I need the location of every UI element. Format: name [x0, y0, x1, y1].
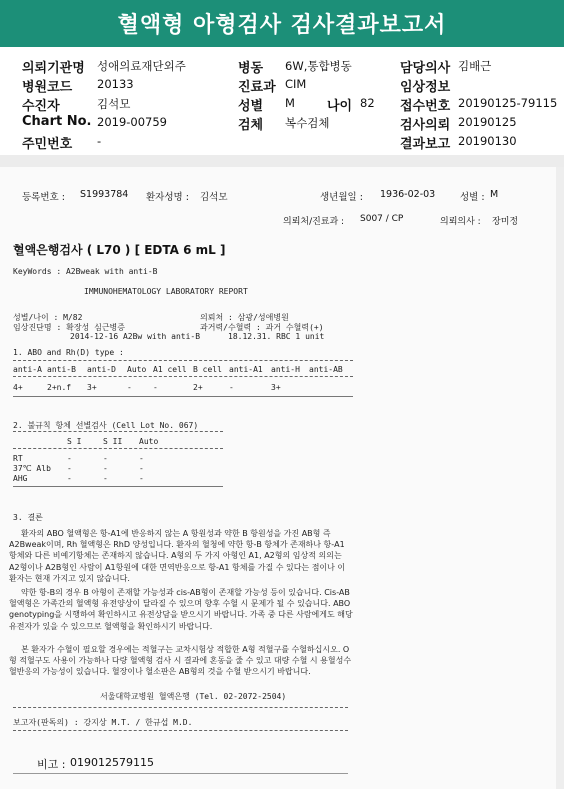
- patient-name-label: 환자성명 :: [146, 192, 189, 203]
- abo-header: anti-B: [47, 365, 76, 374]
- age-value: 82: [360, 96, 375, 110]
- irr-header-row: [13, 437, 175, 446]
- history-date-line: 2014-12-16 A2Bw with anti-B: [70, 332, 201, 341]
- exam-title: 혈액은행검사 ( L70 ) [ EDTA 6 mL ]: [13, 243, 226, 257]
- abo-value: 2+n.f: [47, 383, 72, 392]
- abo-header: A1 cell: [153, 365, 187, 374]
- irr-cell: -: [139, 454, 144, 463]
- irr-cell: -: [103, 474, 108, 483]
- abo-value: [309, 383, 349, 392]
- abo-header: anti-AB: [309, 365, 343, 374]
- patient-label: 수진자: [22, 99, 60, 114]
- abo-value: -: [153, 383, 158, 392]
- keywords: KeyWords : A2Bweak with anti-B: [13, 267, 158, 276]
- reg-no-value: S1993784: [80, 189, 129, 200]
- scan-sex-label: 성별 :: [460, 192, 485, 203]
- divider: [13, 707, 348, 708]
- abo-value: 2+: [193, 383, 203, 392]
- scan-sex-value: M: [490, 189, 499, 200]
- abo-section-title: 1. ABO and Rh(D) type :: [13, 348, 124, 357]
- reporter-line: 보고자(판독의) : 강지상 M.T. / 한규섭 M.D.: [13, 718, 193, 727]
- irr-cell: -: [67, 474, 72, 483]
- irr-row-label: AHG: [13, 474, 28, 483]
- referral-dept-label: 의뢰처/진료과 :: [283, 217, 345, 227]
- irr-header: S I: [67, 437, 82, 446]
- irr-cell: -: [67, 464, 72, 473]
- divider: [13, 431, 223, 432]
- patient-value: 김석모: [97, 97, 131, 111]
- chart-no-value: 2019-00759: [97, 115, 167, 129]
- specimen-label: 검체: [238, 118, 264, 133]
- irr-cell: -: [103, 454, 108, 463]
- divider: [13, 730, 348, 731]
- diagnosis-line: 임상진단명 : 확장성 심근병증: [13, 323, 126, 332]
- irr-row: [13, 454, 175, 463]
- irr-row: [13, 464, 175, 473]
- birth-date-value: 1936-02-03: [380, 189, 436, 200]
- history-line: 과거력/수혈력 : 과거 수혈력(+): [200, 323, 324, 332]
- conclusion-paragraph-1: 환자의 ABO 혈액형은 항-A1에 반응하지 않는 A 항원성과 약한 B 항원성을 가진 AB형 즉 A2Bweak이며, Rh 혈액형은 RhD 양성입니다. 환자의 혈청에 약한 항-B 항체가 존재하나 항-A1 항체와 다른 비예기항체는 존재하지 않습니다. A형의 두 가지 아형인 A1, A2형의 임상적 의의는 A2형이나 A2B형인 사람이 A1항원에 대한 면역반응으로 항-A1 항체를 가질 수 있다는 점이나 이 환자는 현재 가지고 있지 않습니다.: [9, 529, 346, 583]
- reg-no-label: 등록번호 :: [22, 192, 65, 203]
- hospital-code-value: 20133: [97, 77, 134, 91]
- divider: [13, 360, 353, 361]
- conclusion-paragraph-3: 본 환자가 수혈이 필요할 경우에는 적혈구는 교차시험상 적합한 A형 적혈구를 수혈하십시오. O형 적혈구도 사용이 가능하나 다량 혈액형 검사 시 결과에 혼동을 줄 수 있고 대량 수혈 시 용혈성수혈반응의 가능성이 있습니다. 혈장이나 혈소판은 AB형의 것을 수혈 받으시기 바랍니다.: [9, 645, 352, 677]
- divider: [13, 376, 353, 377]
- report-date-label: 결과보고: [400, 137, 451, 152]
- irr-cell: -: [139, 464, 144, 473]
- report-header: [0, 53, 564, 152]
- institution-label: 의뢰기관명: [22, 61, 85, 76]
- remark-value: 019012579115: [70, 756, 154, 769]
- report-title: 혈액형 아형검사 검사결과보고서: [0, 0, 564, 47]
- referral-dept-value: S007 / CP: [360, 214, 404, 224]
- chart-no-label: Chart No.: [22, 114, 92, 129]
- request-date-value: 20190125: [458, 115, 517, 129]
- sex-value: M: [285, 96, 295, 110]
- ward-label: 병동: [238, 61, 264, 76]
- scan-edge-shadow: [556, 167, 564, 789]
- resident-no-label: 주민번호: [22, 137, 73, 152]
- irr-cell: -: [67, 454, 72, 463]
- abo-value: 4+: [13, 383, 23, 392]
- report-date-value: 20190130: [458, 134, 517, 148]
- abo-value: 3+: [87, 383, 97, 392]
- divider: [13, 486, 223, 487]
- irr-row-label: 37℃ Alb: [13, 464, 51, 473]
- doctor-label: 담당의사: [400, 61, 451, 76]
- divider: [13, 773, 348, 774]
- abo-value: 3+: [271, 383, 281, 392]
- sex-age-line: 성별/나이 : M/82: [13, 313, 83, 322]
- institution-value: 성애의료재단외주: [97, 59, 186, 73]
- irr-row-label: RT: [13, 454, 23, 463]
- transfusion-line: 18.12.31. RBC 1 unit: [228, 332, 325, 341]
- abo-header: anti-D: [87, 365, 116, 374]
- irr-header: S II: [103, 437, 123, 446]
- irr-header-blank: [13, 437, 67, 446]
- receipt-no-label: 접수번호: [400, 99, 451, 114]
- receipt-no-value: 20190125-79115: [458, 96, 558, 110]
- irr-row: [13, 474, 175, 483]
- sex-label: 성별: [238, 99, 264, 114]
- abo-header: Auto: [127, 365, 147, 374]
- divider: [13, 396, 353, 397]
- irregular-antibody-title: 2. 불규칙 항체 선별검사 (Cell Lot No. 067): [13, 421, 199, 430]
- abo-header: B cell: [193, 365, 222, 374]
- clinical-info-label: 임상정보: [400, 80, 451, 95]
- conclusion-paragraph-2: 약한 항-B의 경우 B 아형이 존재할 가능성과 cis-AB형이 존재할 가능성 등이 있습니다. Cis-AB 혈액형은 가족간의 혈액형 유전양상이 달라질 수 있으며 향후 수혈 시 문제가 될 수 있습니다. ABO genotyping을 시행하여 확인하시고 유전상담을 받으시기 바랍니다. 가족 중 다른 사람에게도 해당 유전자가 있을 수 있으므로 혈액형을 확인하시기 바랍니다.: [9, 588, 353, 631]
- request-date-label: 검사의뢰: [400, 118, 451, 133]
- irr-header: Auto: [139, 437, 159, 446]
- referer-line: 의뢰처 : 삼광/성애병원: [200, 313, 289, 322]
- lab-report-heading: IMMUNOHEMATOLOGY LABORATORY REPORT: [84, 287, 248, 296]
- referral-doctor-value: 장미정: [492, 217, 519, 227]
- abo-header: anti-A: [13, 365, 42, 374]
- abo-value: -: [127, 383, 132, 392]
- divider: [13, 448, 223, 449]
- birth-date-label: 생년월일 :: [320, 192, 363, 203]
- irr-cell: -: [103, 464, 108, 473]
- referral-doctor-label: 의뢰의사 :: [440, 217, 481, 227]
- patient-name-value: 김석모: [200, 192, 228, 203]
- conclusion-title: 3. 결론: [13, 513, 43, 522]
- age-label: 나이: [327, 99, 353, 114]
- abo-header: anti-H: [271, 365, 300, 374]
- section-divider: [0, 155, 564, 167]
- hospital-contact: 서울대학교병원 혈액은행 (Tel. 02-2072-2504): [100, 692, 287, 701]
- specimen-value: 복수검체: [285, 116, 330, 130]
- dept-label: 진료과: [238, 80, 276, 95]
- remark-label: 비고 :: [37, 758, 66, 771]
- abo-value: -: [229, 383, 234, 392]
- abo-value-row: [13, 383, 349, 392]
- abo-header: anti-A1: [229, 365, 263, 374]
- dept-value: CIM: [285, 77, 307, 91]
- irr-cell: -: [139, 474, 144, 483]
- resident-no-value: -: [97, 134, 102, 148]
- scanned-report: [0, 167, 564, 789]
- abo-header-row: [13, 365, 349, 374]
- hospital-code-label: 병원코드: [22, 80, 73, 95]
- doctor-value: 김배근: [458, 59, 492, 73]
- ward-value: 6W,통합병동: [285, 59, 352, 73]
